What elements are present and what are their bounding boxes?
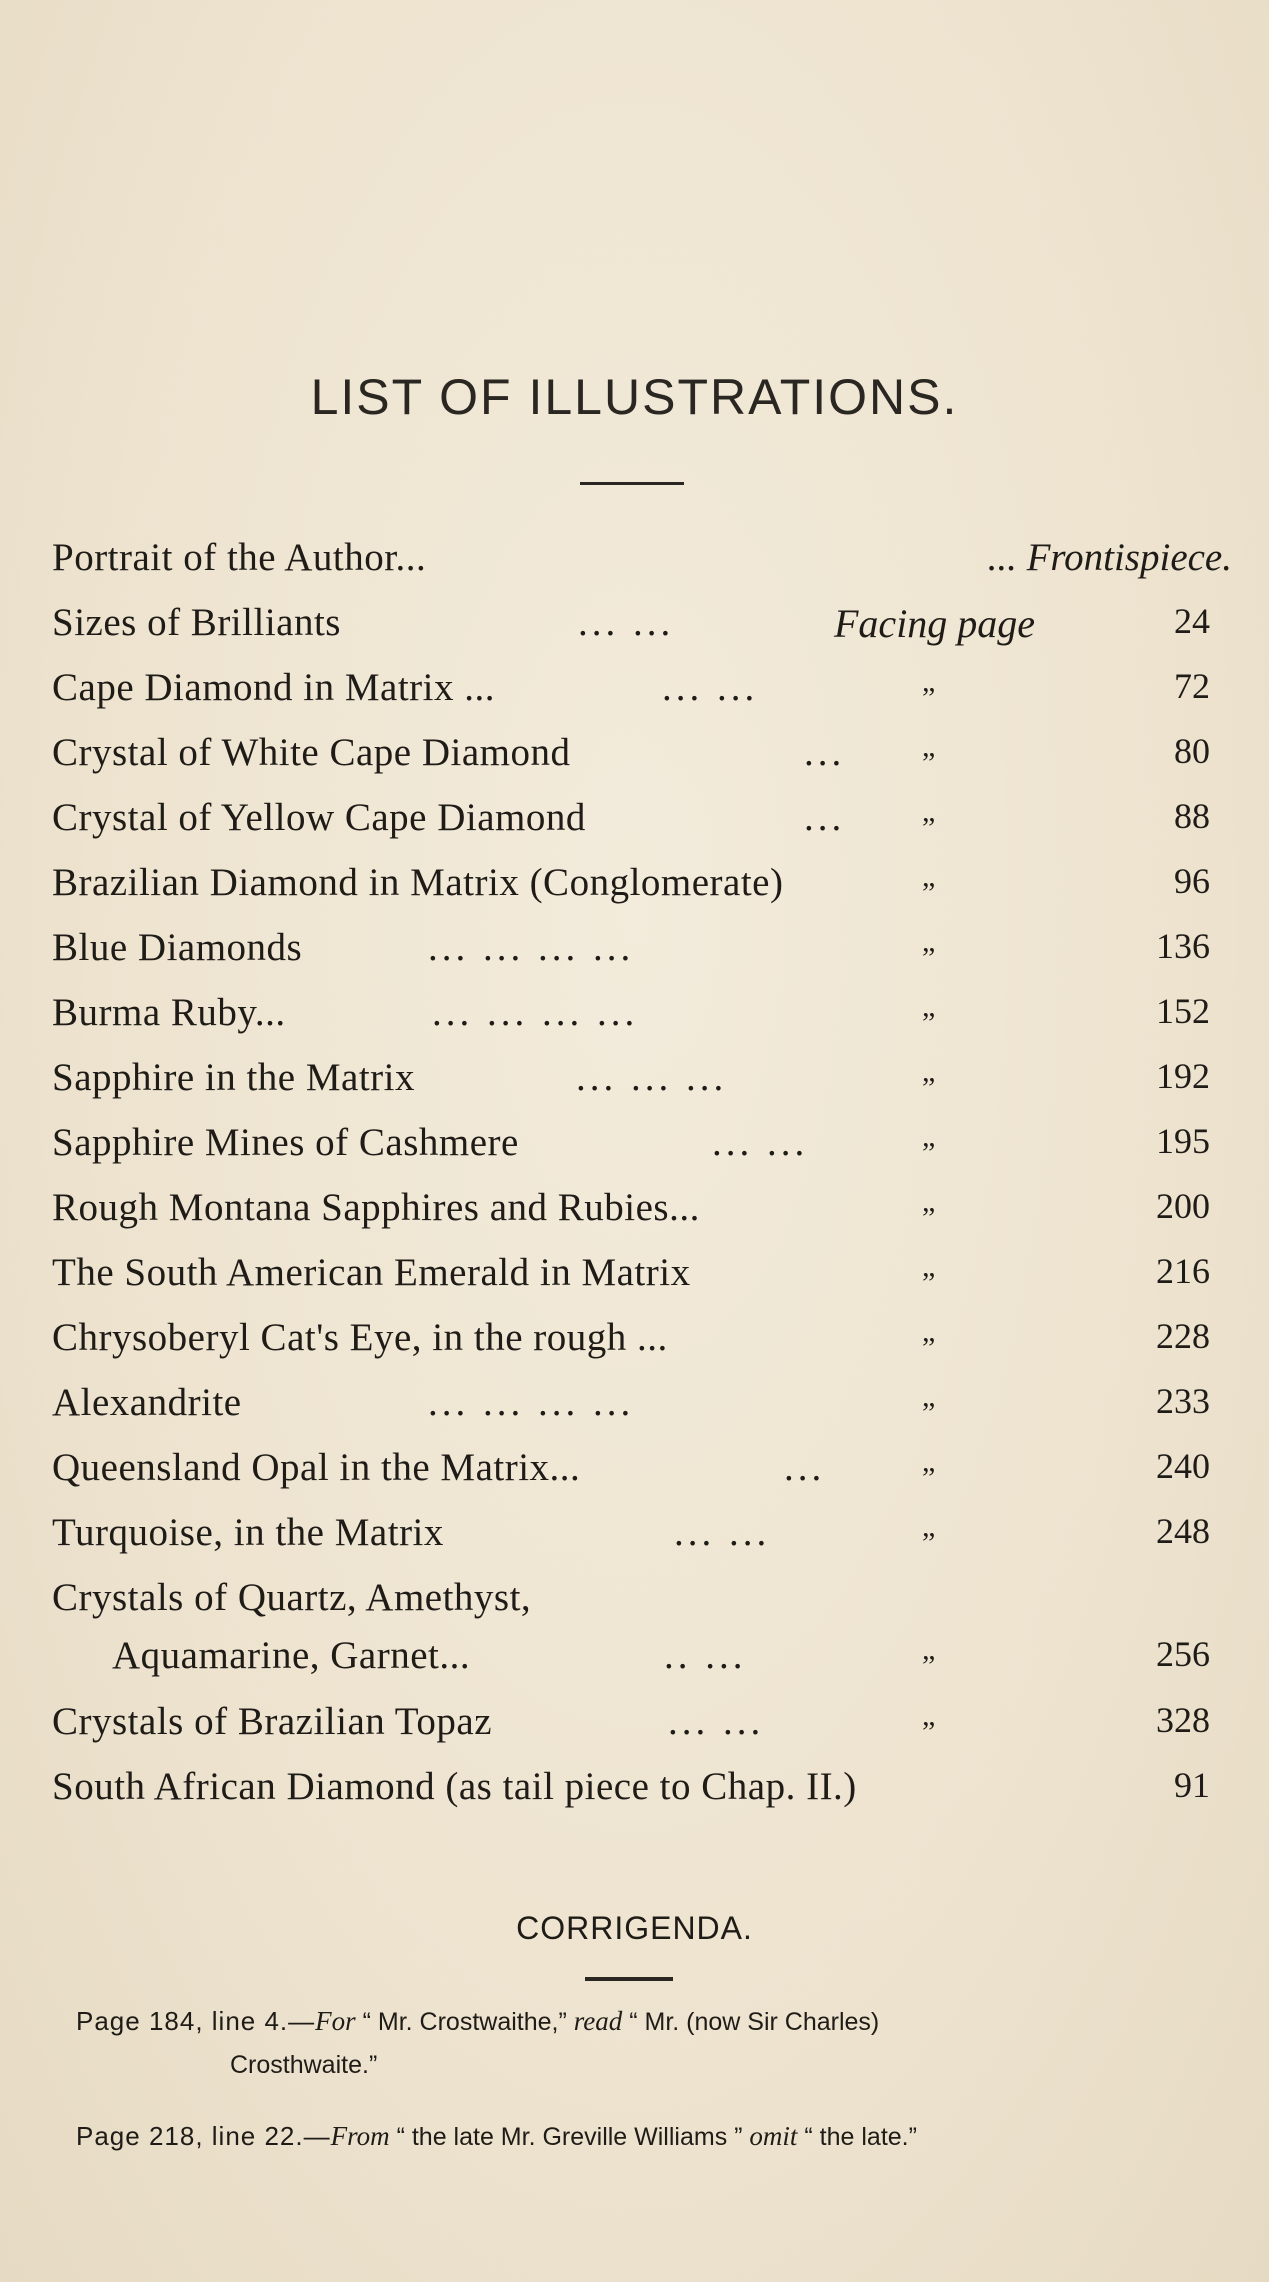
title-rule xyxy=(580,482,684,485)
entry-title: Blue Diamonds xyxy=(52,926,303,969)
omit-label: omit xyxy=(749,2121,798,2151)
list-item xyxy=(52,665,1232,730)
page-title: LIST OF ILLUSTRATIONS. xyxy=(310,369,959,425)
entry-leader: ... ... xyxy=(668,1700,765,1743)
entry-title: Rough Montana Sapphires and Rubies... xyxy=(52,1186,700,1229)
ditto-mark: „ xyxy=(922,1633,936,1666)
entry-title: Alexandrite xyxy=(52,1381,242,1424)
ditto-mark: „ xyxy=(922,925,936,958)
entry-leader: ... xyxy=(804,796,846,839)
entry-page: 200 xyxy=(1156,1186,1210,1226)
entry-leader: .. ... xyxy=(664,1634,747,1677)
entry-title: Crystal of White Cape Diamond xyxy=(52,731,571,774)
entry-title-line1: Crystals of Quartz, Amethyst, xyxy=(52,1576,532,1619)
list-item xyxy=(52,1445,1232,1510)
entry-page: 233 xyxy=(1156,1381,1210,1421)
list-item xyxy=(52,1185,1232,1250)
entry-title: South African Diamond (as tail piece to Chap. II.) xyxy=(52,1765,857,1808)
entry-leader: ... ... xyxy=(662,666,759,709)
corrigenda-item xyxy=(76,2000,1206,2043)
entry-leader: ... ... xyxy=(712,1121,809,1164)
replacement-text: “ Mr. (now Sir Charles) xyxy=(629,2008,880,2036)
list-item xyxy=(52,1120,1232,1185)
list-item xyxy=(52,1315,1232,1380)
list-item xyxy=(52,600,1232,665)
ditto-mark: „ xyxy=(922,1510,936,1543)
facing-page-label: Facing page xyxy=(834,601,1036,646)
entry-leader: ... xyxy=(784,1446,826,1489)
entry-page: 228 xyxy=(1156,1316,1210,1356)
entry-page: 328 xyxy=(1156,1700,1210,1740)
ditto-mark: „ xyxy=(922,1315,936,1348)
entry-page: 192 xyxy=(1156,1056,1210,1096)
entry-title: The South American Emerald in Matrix xyxy=(52,1251,691,1294)
ditto-mark: „ xyxy=(922,730,936,763)
entry-page: 136 xyxy=(1156,926,1210,966)
entry-page: 91 xyxy=(1174,1765,1210,1805)
ditto-mark: „ xyxy=(922,665,936,698)
ditto-mark: „ xyxy=(922,1055,936,1088)
entry-title: Sapphire in the Matrix xyxy=(52,1056,416,1099)
read-label: read xyxy=(573,2006,623,2036)
list-item xyxy=(52,860,1232,925)
ditto-mark: „ xyxy=(922,1380,936,1413)
illustrations-list xyxy=(52,535,1232,1829)
entry-title: Turquoise, in the Matrix xyxy=(52,1511,444,1554)
from-label: From xyxy=(330,2121,390,2151)
ditto-mark: „ xyxy=(922,1699,936,1732)
ditto-mark: „ xyxy=(922,1120,936,1153)
entry-page: 88 xyxy=(1174,796,1210,836)
list-item xyxy=(52,1699,1232,1764)
entry-leader: ... ... xyxy=(674,1511,771,1554)
entry-page: 240 xyxy=(1156,1446,1210,1486)
entry-title: Sapphire Mines of Cashmere xyxy=(52,1121,519,1164)
list-item xyxy=(52,1250,1232,1315)
corrigenda-page-label: Page 218, line 22.— xyxy=(76,2121,331,2151)
corrigenda-item xyxy=(76,2115,1206,2158)
ditto-mark: „ xyxy=(922,795,936,828)
entry-title: Burma Ruby... xyxy=(52,991,286,1034)
ditto-mark: „ xyxy=(922,1445,936,1478)
entry-page: ... Frontispiece. xyxy=(987,536,1232,579)
replacement-text: “ the late.” xyxy=(804,2123,917,2151)
corrigenda-continuation: Crosthwaite.” xyxy=(230,2051,378,2079)
list-item xyxy=(52,1510,1232,1575)
entry-title: Chrysoberyl Cat's Eye, in the rough ... xyxy=(52,1316,668,1359)
list-item xyxy=(52,535,1232,600)
list-item xyxy=(52,1380,1232,1445)
entry-title: Portrait of the Author... xyxy=(52,536,427,579)
entry-title: Sizes of Brilliants xyxy=(52,601,341,644)
entry-title: Cape Diamond in Matrix ... xyxy=(52,666,496,709)
entry-title: Queensland Opal in the Matrix... xyxy=(52,1446,581,1489)
entry-title: Aquamarine, Garnet... xyxy=(112,1634,471,1677)
corrigenda-page-label: Page 184, line 4.— xyxy=(76,2006,316,2036)
entry-page: 96 xyxy=(1174,861,1210,901)
corrigenda-heading: CORRIGENDA. xyxy=(516,1910,753,1946)
corrigenda-rule xyxy=(585,1977,673,1981)
entry-title: Crystal of Yellow Cape Diamond xyxy=(52,796,586,839)
ditto-mark: „ xyxy=(922,990,936,1023)
entry-title: Crystals of Brazilian Topaz xyxy=(52,1700,493,1743)
entry-page: 248 xyxy=(1156,1511,1210,1551)
entry-page: 72 xyxy=(1174,666,1210,706)
list-item xyxy=(52,1575,1232,1699)
list-item xyxy=(52,1055,1232,1120)
ditto-mark: „ xyxy=(922,1250,936,1283)
entry-page: 216 xyxy=(1156,1251,1210,1291)
entry-page: 195 xyxy=(1156,1121,1210,1161)
list-item xyxy=(52,730,1232,795)
original-text: “ Mr. Crostwaithe,” xyxy=(362,2008,567,2036)
list-item xyxy=(52,795,1232,860)
entry-leader: ... ... ... xyxy=(576,1056,728,1099)
entry-page: 24 xyxy=(1174,601,1210,641)
entry-leader: ... ... ... ... xyxy=(428,1381,635,1424)
list-item xyxy=(52,1764,1232,1829)
entry-leader: ... ... ... ... xyxy=(428,926,635,969)
for-label: For xyxy=(315,2006,356,2036)
list-item xyxy=(52,990,1232,1055)
entry-title: Brazilian Diamond in Matrix (Conglomerate) xyxy=(52,861,784,904)
ditto-mark: „ xyxy=(922,1185,936,1218)
entry-leader: ... ... xyxy=(578,601,675,644)
original-text: “ the late Mr. Greville Williams ” xyxy=(396,2123,743,2151)
entry-leader: ... ... ... ... xyxy=(432,991,639,1034)
entry-page: 152 xyxy=(1156,991,1210,1031)
list-item xyxy=(52,925,1232,990)
entry-leader: ... xyxy=(804,731,846,774)
entry-page: 256 xyxy=(1156,1634,1210,1674)
entry-page: 80 xyxy=(1174,731,1210,771)
ditto-mark: „ xyxy=(922,860,936,893)
